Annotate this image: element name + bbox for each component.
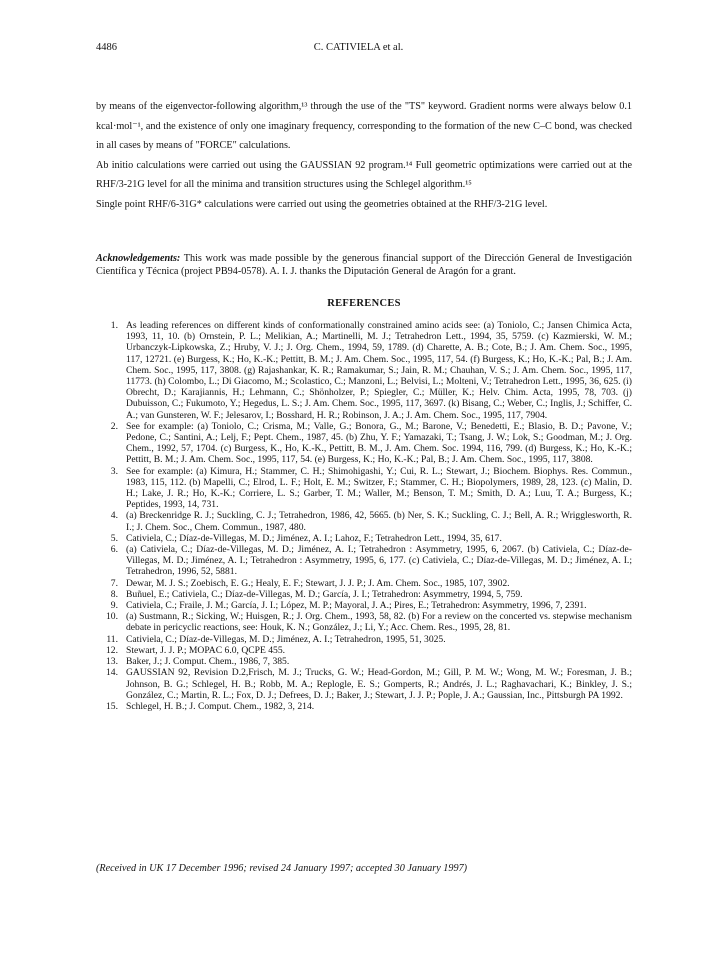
reference-item	[96, 320, 632, 421]
reference-item	[96, 645, 632, 656]
reference-item	[96, 589, 632, 600]
reference-number: 12.	[106, 644, 118, 656]
reference-text: As leading references on different kinds of conformationally constrained amino acids see: (a) Toniolo, C.; Jansen Chimica Acta, 1993, 11, 10. (b) Ornstein, P. L.; Melikian, A.; Martinelli, M. J.; Tetrahedron Lett., 1994, 35, 5759. (c) Kazmierski, W. M.; Urbanczyk-Lipkowska, Z.; Hruby, V. J.; J. Org. Chem., 1994, 59, 1789. (d) Charette, A. B.; Cote, B.; J. Am. Chem. Soc., 1995, 117, 12721. (e) Burgess, K.; Ho, K.-K.; Pettitt, B. M.; J. Am. Chem. Soc., 1995, 117, 54. (f) Burgess, K.; Ho, K.-K.; Pal, B.; J. Am. Chem. Soc., 1995, 117, 3808. (g) Rajashankar, K. R.; Ramakumar, S.; Jain, R. M.; Chauhan, V. S.; J. Am. Chem. Soc., 1995, 117, 11773. (h) Colombo, L.; Di Giacomo, M.; Scolastico, C.; Manzoni, L.; Belvisi, L.; Molteni, V.; Tetrahedron Lett., 1995, 36, 625. (i) Obrecht, D.; Karajiannis, H.; Lehmann, C.; Shönholzer, P.; Spiegler, C.; Müller, K.; Helv. Chim. Acta, 1995, 78, 703. (j) Dubuisson, C.; Fukumoto, Y.; Hegedus, L. S.; J. Am. Chem. Soc., 1995, 117, 3697. (k) Bisang, C.; Weber, C.; Inglis, J.; Schiffer, C. A.; van Gunsteren, W. F.; Jelesarov, I.; Bosshard, H. R.; Robinson, J. A.; J. Am. Chem. Soc., 1995, 117, 7904.	[126, 320, 632, 421]
references-heading: REFERENCES	[327, 298, 401, 309]
reference-item	[96, 578, 632, 589]
reference-number: 9.	[110, 600, 118, 612]
reference-item	[96, 533, 632, 544]
reference-number: 8.	[110, 588, 118, 600]
reference-text: Schlegel, H. B.; J. Comput. Chem., 1982, 3, 214.	[126, 700, 315, 712]
reference-text: (a) Cativiela, C.; Díaz-de-Villegas, M. D.; Jiménez, A. I.; Tetrahedron : Asymmetry, 1995, 6, 2067. (b) Cativiela, C.; Díaz-de-Villegas, M. D.; Jiménez, A. I.; Tetrahedron : Asymmetry, 1995, 6, 177. (c) Cativiela, C.; Díaz-de-Villegas, M. D.; Jiménez, A. I.; Tetrahedron, 1996, 52, 5881.	[126, 544, 632, 578]
reference-text: Cativiela, C.; Díaz-de-Villegas, M. D.; Jiménez, A. I.; Lahoz, F.; Tetrahedron Lett., 1994, 35, 617.	[126, 532, 502, 544]
reference-number: 1.	[110, 320, 118, 331]
reference-item	[96, 656, 632, 667]
reference-text: See for example: (a) Toniolo, C.; Crisma, M.; Valle, G.; Bonora, G., M.; Barone, V.; Benedetti, E.; Blasio, B. D.; Pavone, V.; Pedone, C.; Santini, A.; Lelj, F.; Pept. Chem., 1987, 45. (b) Zhu, Y. F.; Yamazaki, T.; Tsang, J. W.; Lok, S.; Goodman, M.; J. Org. Chem., 1992, 57, 1704. (c) Burgess, K., Ho, K.-K., Pettitt, B. M., J. Am. Chem. Soc. 1994, 116, 799. (d) Burgess, K.; Ho, K.-K.; Pettitt, B. M.; J. Am. Chem. Soc., 1995, 117, 54. (e) Burgess, K.; Ho, K.-K.; Pal, B.; J. Am. Chem. Soc., 1995, 117, 3808.	[126, 420, 632, 466]
acknowledgements-text: This work was made possible by the generous financial support of the Dirección General de Investigación Científica y Técnica (project PB94-0578). A. I. J. thanks the Diputación General de Aragón for a grant.	[96, 253, 632, 277]
reference-text: (a) Sustmann, R.; Sicking, W.; Huisgen, R.; J. Org. Chem., 1993, 58, 82. (b) For a review on the concerted vs. stepwise mechanism debate in pericyclic reactions, see: Houk, K. N.; González, J.; Li, Y.; Acc. Chem. Res., 1995, 28, 81.	[126, 611, 632, 634]
reference-item	[96, 701, 632, 712]
reference-text: GAUSSIAN 92, Revision D.2,Frisch, M. J.; Trucks, G. W.; Head-Gordon, M.; Gill, P. M. W.; Wong, M. W.; Foresman, J. B.; Johnson, B. G.; Schlegel, H. B.; Robb, M. A.; Replogle, E. S.; Gomperts, R.; Andrés, J. L.; Raghavachari, K.; Binkley, J. S.; González, C.; Martin, R. L.; Fox, D. J.; Defrees, D. J.; Baker, J.; Stewart, J. J. P.; Pople, J. A.; Gaussian, Inc., Pittsburgh PA 1992.	[126, 667, 632, 701]
received-dates: (Received in UK 17 December 1996; revised 24 January 1997; accepted 30 January 1997)	[96, 863, 468, 874]
body-paragraph-2: Ab initio calculations were carried out using the GAUSSIAN 92 program.¹⁴ Full geometric optimizations were carried out at the RHF/3-21G level for all the minima and transition structures using the Schlegel algorithm.¹⁵	[96, 159, 632, 191]
reference-item	[96, 667, 632, 701]
reference-text: See for example: (a) Kimura, H.; Stammer, C. H.; Shimohigashi, Y.; Cui, R. L.; Stewart, J.; Biochem. Biophys. Res. Commun., 1983, 115, 112. (b) Mapelli, C.; Elrod, L. F.; Holt, E. M.; Switzer, F.; Stammer, C. H.; Biopolymers, 1989, 28, 123. (c) Malin, D. H.; Lake, J. R.; Ho, K.-K.; Corriere, L. S.; Garber, T. M.; Waller, M.; Benson, T. M.; Smith, D. A.; Luu, T. A.; Burgess, K.; Peptides, 1993, 14, 731.	[126, 465, 632, 511]
reference-text: Baker, J.; J. Comput. Chem., 1986, 7, 385.	[126, 656, 290, 668]
reference-item	[96, 421, 632, 466]
reference-text: Cativiela, C.; Díaz-de-Villegas, M. D.; Jiménez, A. I.; Tetrahedron, 1995, 51, 3025.	[126, 633, 446, 645]
reference-item	[96, 600, 632, 611]
reference-item	[96, 544, 632, 578]
reference-number: 4.	[110, 510, 118, 522]
reference-text: Stewart, J. J. P.; MOPAC 6.0, QCPE 455.	[126, 644, 286, 656]
reference-text: Dewar, M. J. S.; Zoebisch, E. G.; Healy, E. F.; Stewart, J. J. P.; J. Am. Chem. Soc., 1985, 107, 3902.	[126, 577, 510, 589]
reference-number: 3.	[110, 465, 118, 477]
reference-text: Cativiela, C.; Fraile, J. M.; García, J. I.; López, M. P.; Mayoral, J. A.; Pires, E.; Tetrahedron: Asymmetry, 1996, 7, 2391.	[126, 600, 587, 612]
reference-text: Buñuel, E.; Cativiela, C.; Díaz-de-Villegas, M. D.; García, J. I.; Tetrahedron: Asymmetry, 1994, 5, 759.	[126, 588, 523, 600]
reference-number: 6.	[110, 544, 118, 556]
body-paragraph-1: by means of the eigenvector-following algorithm,¹³ through the use of the "TS" keyword. Gradient norms were always below 0.1 kcal·mol⁻¹, and the existence of only one imaginary frequency, corresponding to the formation of the new C–C bond, was checked in all cases by means of "FORCE" calculations.	[96, 101, 632, 152]
reference-number: 5.	[110, 532, 118, 544]
reference-text: (a) Breckenridge R. J.; Suckling, C. J.; Tetrahedron, 1986, 42, 5665. (b) Ner, S. K.; Suckling, C. J.; Bell, A. R.; Wrigglesworth, R. I.; J. Chem. Soc., Chem. Commun., 1987, 480.	[126, 510, 632, 533]
reference-number: 7.	[110, 577, 118, 589]
reference-number: 11.	[106, 633, 118, 645]
body-paragraph-3: Single point RHF/6-31G* calculations were carried out using the geometries obtained at the RHF/3-21G level.	[96, 198, 548, 210]
reference-number: 15.	[106, 700, 118, 712]
reference-item	[96, 510, 632, 532]
references-list	[96, 320, 632, 712]
body-text	[96, 97, 632, 215]
running-head: C. CATIVIELA et al.	[313, 42, 404, 53]
acknowledgements-label: Acknowledgements:	[96, 253, 181, 264]
reference-item	[96, 466, 632, 511]
reference-number: 2.	[110, 420, 118, 432]
reference-number: 14.	[106, 667, 118, 679]
reference-number: 10.	[106, 611, 118, 623]
acknowledgements	[96, 253, 632, 278]
reference-item	[96, 611, 632, 633]
reference-number: 13.	[106, 656, 118, 668]
page-number: 4486	[96, 42, 117, 53]
reference-item	[96, 634, 632, 645]
